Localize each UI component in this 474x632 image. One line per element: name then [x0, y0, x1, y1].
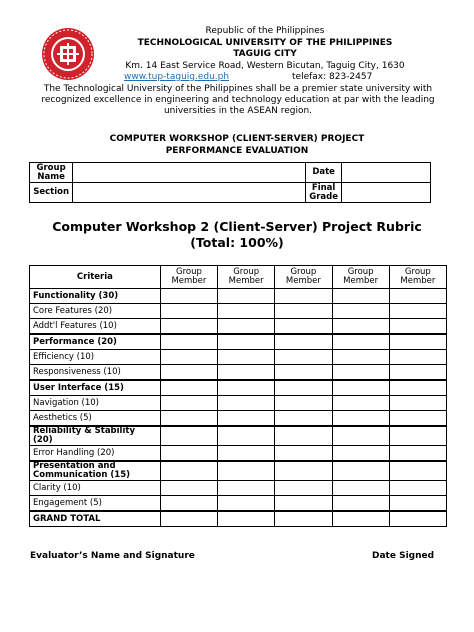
- criterion-label: Efficiency (10): [30, 350, 161, 365]
- score-cell[interactable]: [160, 289, 217, 304]
- score-cell[interactable]: [275, 446, 332, 462]
- score-cell[interactable]: [160, 319, 217, 335]
- rubric-criterion-row: [30, 350, 447, 365]
- final-grade-field[interactable]: [342, 183, 431, 203]
- score-cell[interactable]: [332, 446, 389, 462]
- mission-statement: The Technological University of the Philippines shall be a premier state university with recognized excellence in engineering and technology education at par with the leading universities in the ASEAN region.: [41, 84, 435, 116]
- score-cell[interactable]: [218, 481, 275, 496]
- rubric-category-row: [30, 289, 447, 304]
- score-cell[interactable]: [275, 481, 332, 496]
- country-text: Republic of the Philippines: [205, 26, 325, 36]
- score-cell[interactable]: [389, 319, 446, 335]
- criterion-label: User Interface (15): [30, 380, 161, 396]
- score-cell[interactable]: [218, 365, 275, 381]
- score-cell[interactable]: [389, 411, 446, 427]
- score-cell[interactable]: [389, 396, 446, 411]
- score-cell[interactable]: [160, 411, 217, 427]
- date-signed-label: Date Signed: [372, 551, 435, 561]
- member-header-2: Group Member: [218, 266, 275, 289]
- score-cell[interactable]: [389, 461, 446, 481]
- criterion-label: Core Features (20): [30, 304, 161, 319]
- score-cell[interactable]: [332, 289, 389, 304]
- score-cell[interactable]: [389, 380, 446, 396]
- score-cell[interactable]: [275, 334, 332, 350]
- score-cell[interactable]: [332, 380, 389, 396]
- evaluator-signature-label: Evaluator’s Name and Signature: [30, 551, 195, 561]
- score-cell[interactable]: [275, 319, 332, 335]
- contact-line: [100, 72, 430, 84]
- score-cell[interactable]: [389, 446, 446, 462]
- criterion-label: Navigation (10): [30, 396, 161, 411]
- rubric-criterion-row: [30, 496, 447, 512]
- score-cell[interactable]: [275, 396, 332, 411]
- criteria-header: Criteria: [30, 266, 161, 289]
- score-cell[interactable]: [332, 426, 389, 446]
- score-cell[interactable]: [218, 496, 275, 512]
- score-cell[interactable]: [389, 289, 446, 304]
- rubric-criterion-row: [30, 481, 447, 496]
- score-cell[interactable]: [275, 350, 332, 365]
- score-cell[interactable]: [218, 511, 275, 527]
- score-cell[interactable]: [275, 289, 332, 304]
- criterion-label: Aesthetics (5): [30, 411, 161, 427]
- rubric-category-row: [30, 380, 447, 396]
- rubric-category-row: [30, 426, 447, 446]
- score-cell[interactable]: [332, 461, 389, 481]
- score-cell[interactable]: [218, 289, 275, 304]
- score-cell[interactable]: [218, 411, 275, 427]
- score-cell[interactable]: [160, 511, 217, 527]
- score-cell[interactable]: [160, 334, 217, 350]
- score-cell[interactable]: [389, 426, 446, 446]
- website-link[interactable]: www.tup-taguig.edu.ph: [124, 72, 230, 82]
- score-cell[interactable]: [332, 304, 389, 319]
- score-cell[interactable]: [218, 396, 275, 411]
- score-cell[interactable]: [160, 481, 217, 496]
- university-seal-logo: [40, 26, 96, 82]
- score-cell[interactable]: [332, 365, 389, 381]
- document-title: [30, 134, 444, 157]
- rubric-category-row: [30, 334, 447, 350]
- score-cell[interactable]: [160, 426, 217, 446]
- rubric-criterion-row: [30, 319, 447, 335]
- score-cell[interactable]: [389, 334, 446, 350]
- score-cell[interactable]: [332, 319, 389, 335]
- score-cell[interactable]: [275, 511, 332, 527]
- score-cell[interactable]: [160, 446, 217, 462]
- document-title-line1: COMPUTER WORKSHOP (CLIENT-SERVER) PROJECT: [109, 134, 365, 144]
- score-cell[interactable]: [218, 426, 275, 446]
- letterhead: [100, 26, 430, 84]
- section-label: Section: [30, 183, 73, 203]
- rubric-category-row: [30, 461, 447, 481]
- rubric-table: [29, 265, 447, 527]
- score-cell[interactable]: [218, 350, 275, 365]
- criterion-label: Functionality (30): [30, 289, 161, 304]
- criterion-label: Reliability & Stability (20): [30, 426, 161, 446]
- score-cell[interactable]: [389, 304, 446, 319]
- rubric-criterion-row: [30, 365, 447, 381]
- score-cell[interactable]: [275, 461, 332, 481]
- rubric-criterion-row: [30, 396, 447, 411]
- score-cell[interactable]: [160, 496, 217, 512]
- score-cell[interactable]: [332, 334, 389, 350]
- score-cell[interactable]: [275, 411, 332, 427]
- score-cell[interactable]: [218, 334, 275, 350]
- score-cell[interactable]: [389, 496, 446, 512]
- score-cell[interactable]: [160, 304, 217, 319]
- score-cell[interactable]: [389, 481, 446, 496]
- score-cell[interactable]: [275, 426, 332, 446]
- score-cell[interactable]: [160, 350, 217, 365]
- score-cell[interactable]: [160, 380, 217, 396]
- score-cell[interactable]: [332, 396, 389, 411]
- grand-total-label: GRAND TOTAL: [30, 511, 161, 527]
- score-cell[interactable]: [332, 350, 389, 365]
- member-header-5: Group Member: [389, 266, 446, 289]
- address-text: Km. 14 East Service Road, Western Bicutan, Taguig City, 1630: [125, 60, 405, 71]
- score-cell[interactable]: [389, 511, 446, 527]
- university-name: TECHNOLOGICAL UNIVERSITY OF THE PHILIPPINES: [137, 37, 393, 48]
- rubric-criterion-row: [30, 446, 447, 462]
- rubric-title: Computer Workshop 2 (Client-Server) Project Rubric (Total: 100%): [52, 219, 422, 250]
- criterion-label: Engagement (5): [30, 496, 161, 512]
- criterion-label: Error Handling (20): [30, 446, 161, 462]
- score-cell[interactable]: [160, 396, 217, 411]
- grand-total-row: [30, 511, 447, 527]
- group-name-field[interactable]: [73, 163, 306, 183]
- rubric-body: [30, 289, 447, 512]
- score-cell[interactable]: [218, 380, 275, 396]
- criterion-label: Addt'l Features (10): [30, 319, 161, 335]
- group-info-table: [29, 162, 431, 203]
- score-cell[interactable]: [218, 304, 275, 319]
- date-label: Date: [306, 163, 342, 183]
- rubric-criterion-row: [30, 304, 447, 319]
- score-cell[interactable]: [160, 365, 217, 381]
- score-cell[interactable]: [275, 380, 332, 396]
- score-cell[interactable]: [275, 496, 332, 512]
- criterion-label: Performance (20): [30, 334, 161, 350]
- criterion-label: Responsiveness (10): [30, 365, 161, 381]
- score-cell[interactable]: [218, 319, 275, 335]
- document-title-line2: PERFORMANCE EVALUATION: [165, 145, 309, 156]
- criterion-label: Presentation and Communication (15): [30, 461, 161, 481]
- score-cell[interactable]: [218, 461, 275, 481]
- score-cell[interactable]: [332, 511, 389, 527]
- group-name-label: Group Name: [30, 163, 73, 183]
- city-name: TAGUIG CITY: [233, 49, 297, 59]
- score-cell[interactable]: [275, 365, 332, 381]
- score-cell[interactable]: [275, 304, 332, 319]
- score-cell[interactable]: [389, 350, 446, 365]
- score-cell[interactable]: [332, 411, 389, 427]
- section-field[interactable]: [73, 183, 306, 203]
- telefax-text: telefax: 823-2457: [292, 72, 373, 82]
- member-header-1: Group Member: [160, 266, 217, 289]
- member-header-3: Group Member: [275, 266, 332, 289]
- date-field[interactable]: [342, 163, 431, 183]
- score-cell[interactable]: [160, 461, 217, 481]
- score-cell[interactable]: [218, 446, 275, 462]
- criterion-label: Clarity (10): [30, 481, 161, 496]
- member-header-4: Group Member: [332, 266, 389, 289]
- final-grade-label: Final Grade: [306, 183, 342, 203]
- score-cell[interactable]: [389, 365, 446, 381]
- score-cell[interactable]: [332, 496, 389, 512]
- score-cell[interactable]: [332, 481, 389, 496]
- rubric-criterion-row: [30, 411, 447, 427]
